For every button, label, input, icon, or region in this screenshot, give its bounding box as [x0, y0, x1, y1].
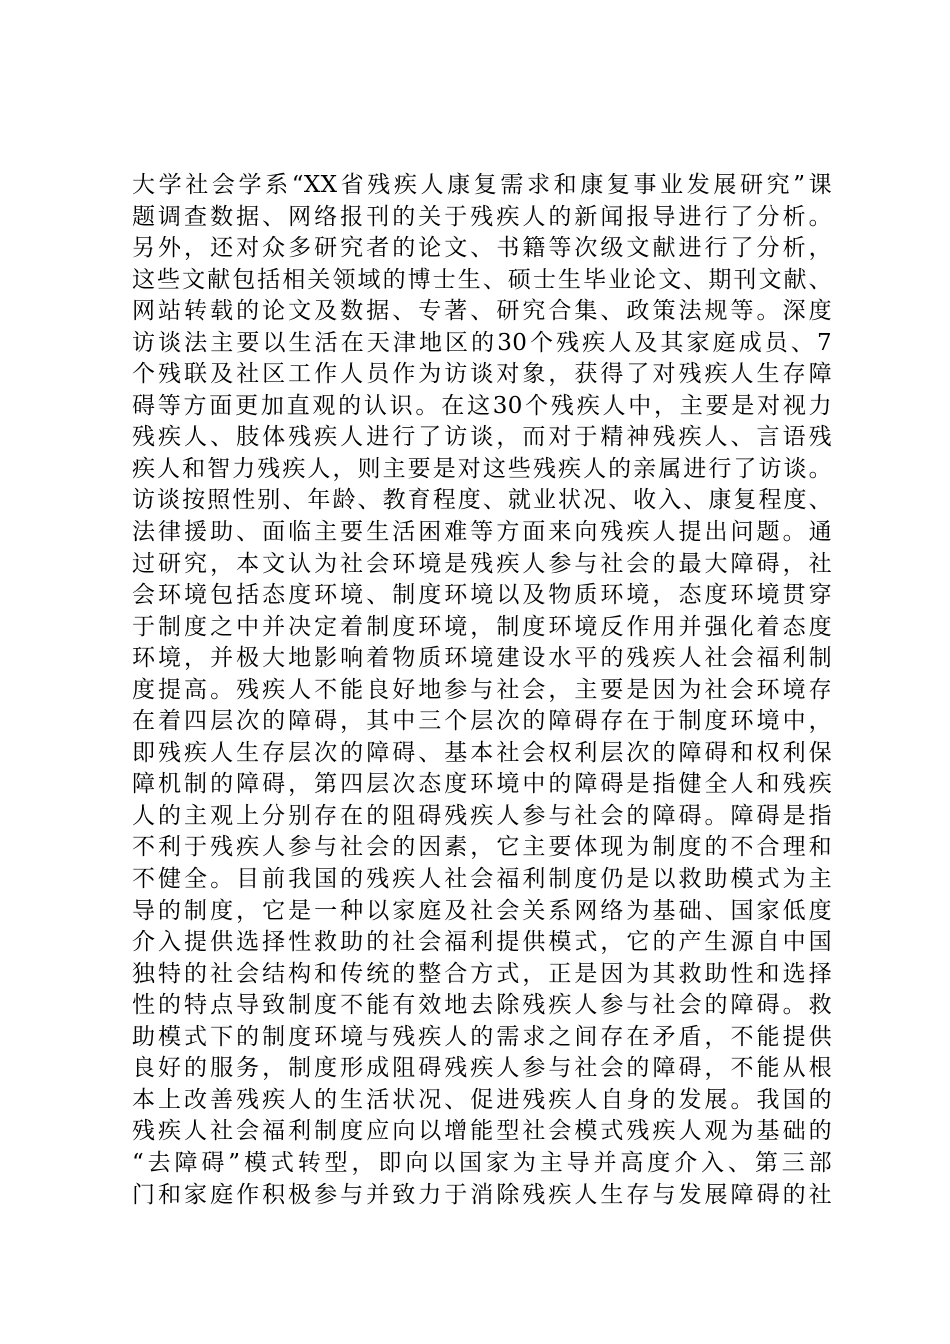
text-line: 个残联及社区工作人员作为访谈对象，获得了对残疾人生存障 — [132, 361, 832, 388]
text-line: 人的主观上分别存在的阻碍残疾人参与社会的障碍。障碍是指 — [132, 802, 832, 829]
text-line: 这些文献包括相关领域的博士生、硕士生毕业论文、期刊文献、 — [132, 266, 832, 293]
text-line: 门和家庭作积极参与并致力于消除残疾人生存与发展障碍的社 — [132, 1181, 832, 1208]
text-line: 过研究，本文认为社会环境是残疾人参与社会的最大障碍，社 — [132, 550, 832, 577]
text-line: 即残疾人生存层次的障碍、基本社会权利层次的障碍和权利保 — [132, 739, 832, 766]
text-line: 网站转载的论文及数据、专著、研究合集、政策法规等。深度 — [132, 298, 832, 325]
text-line: 环境，并极大地影响着物质环境建设水平的残疾人社会福利制 — [132, 645, 832, 672]
text-line: 不利于残疾人参与社会的因素，它主要体现为制度的不合理和 — [132, 834, 832, 861]
text-line: 访谈法主要以生活在天津地区的30个残疾人及其家庭成员、7 — [132, 329, 832, 356]
text-line: 导的制度，它是一种以家庭及社会关系网络为基础、国家低度 — [132, 897, 832, 924]
text-line: 度提高。残疾人不能良好地参与社会，主要是因为社会环境存 — [132, 676, 832, 703]
text-line: “去障碍”模式转型，即向以国家为主导并高度介入、第三部 — [132, 1149, 832, 1176]
text-line: 题调查数据、网络报刊的关于残疾人的新闻报导进行了分析。 — [132, 203, 832, 230]
text-line: 大学社会学系“XX省残疾人康复需求和康复事业发展研究”课 — [132, 172, 832, 198]
text-line: 不健全。目前我国的残疾人社会福利制度仍是以救助模式为主 — [132, 866, 832, 893]
text-line: 残疾人、肢体残疾人进行了访谈，而对于精神残疾人、言语残 — [132, 424, 832, 451]
text-line: 另外，还对众多研究者的论文、书籍等次级文献进行了分析， — [132, 235, 832, 262]
text-line: 独特的社会结构和传统的整合方式，正是因为其救助性和选择 — [132, 960, 832, 987]
text-line: 介入提供选择性救助的社会福利提供模式，它的产生源自中国 — [132, 929, 832, 956]
text-line: 助模式下的制度环境与残疾人的需求之间存在矛盾，不能提供 — [132, 1023, 832, 1050]
text-line: 良好的服务，制度形成阻碍残疾人参与社会的障碍，不能从根 — [132, 1055, 832, 1082]
text-line: 疾人和智力残疾人，则主要是对这些残疾人的亲属进行了访谈。 — [132, 455, 832, 482]
text-line: 会环境包括态度环境、制度环境以及物质环境，态度环境贯穿 — [132, 582, 832, 609]
text-line: 在着四层次的障碍，其中三个层次的障碍存在于制度环境中， — [132, 708, 832, 735]
text-line: 于制度之中并决定着制度环境，制度环境反作用并强化着态度 — [132, 613, 832, 640]
text-line: 访谈按照性别、年龄、教育程度、就业状况、收入、康复程度、 — [132, 487, 832, 514]
text-line: 性的特点导致制度不能有效地去除残疾人参与社会的障碍。救 — [132, 992, 832, 1019]
text-line: 残疾人社会福利制度应向以增能型社会模式残疾人观为基础的 — [132, 1118, 832, 1145]
text-line: 本上改善残疾人的生活状况、促进残疾人自身的发展。我国的 — [132, 1086, 832, 1113]
text-line: 障机制的障碍，第四层次态度环境中的障碍是指健全人和残疾 — [132, 771, 832, 798]
body-paragraph — [132, 170, 832, 1211]
text-line: 法律援助、面临主要生活困难等方面来向残疾人提出问题。通 — [132, 519, 832, 546]
text-line: 碍等方面更加直观的认识。在这30个残疾人中，主要是对视力 — [132, 392, 832, 419]
